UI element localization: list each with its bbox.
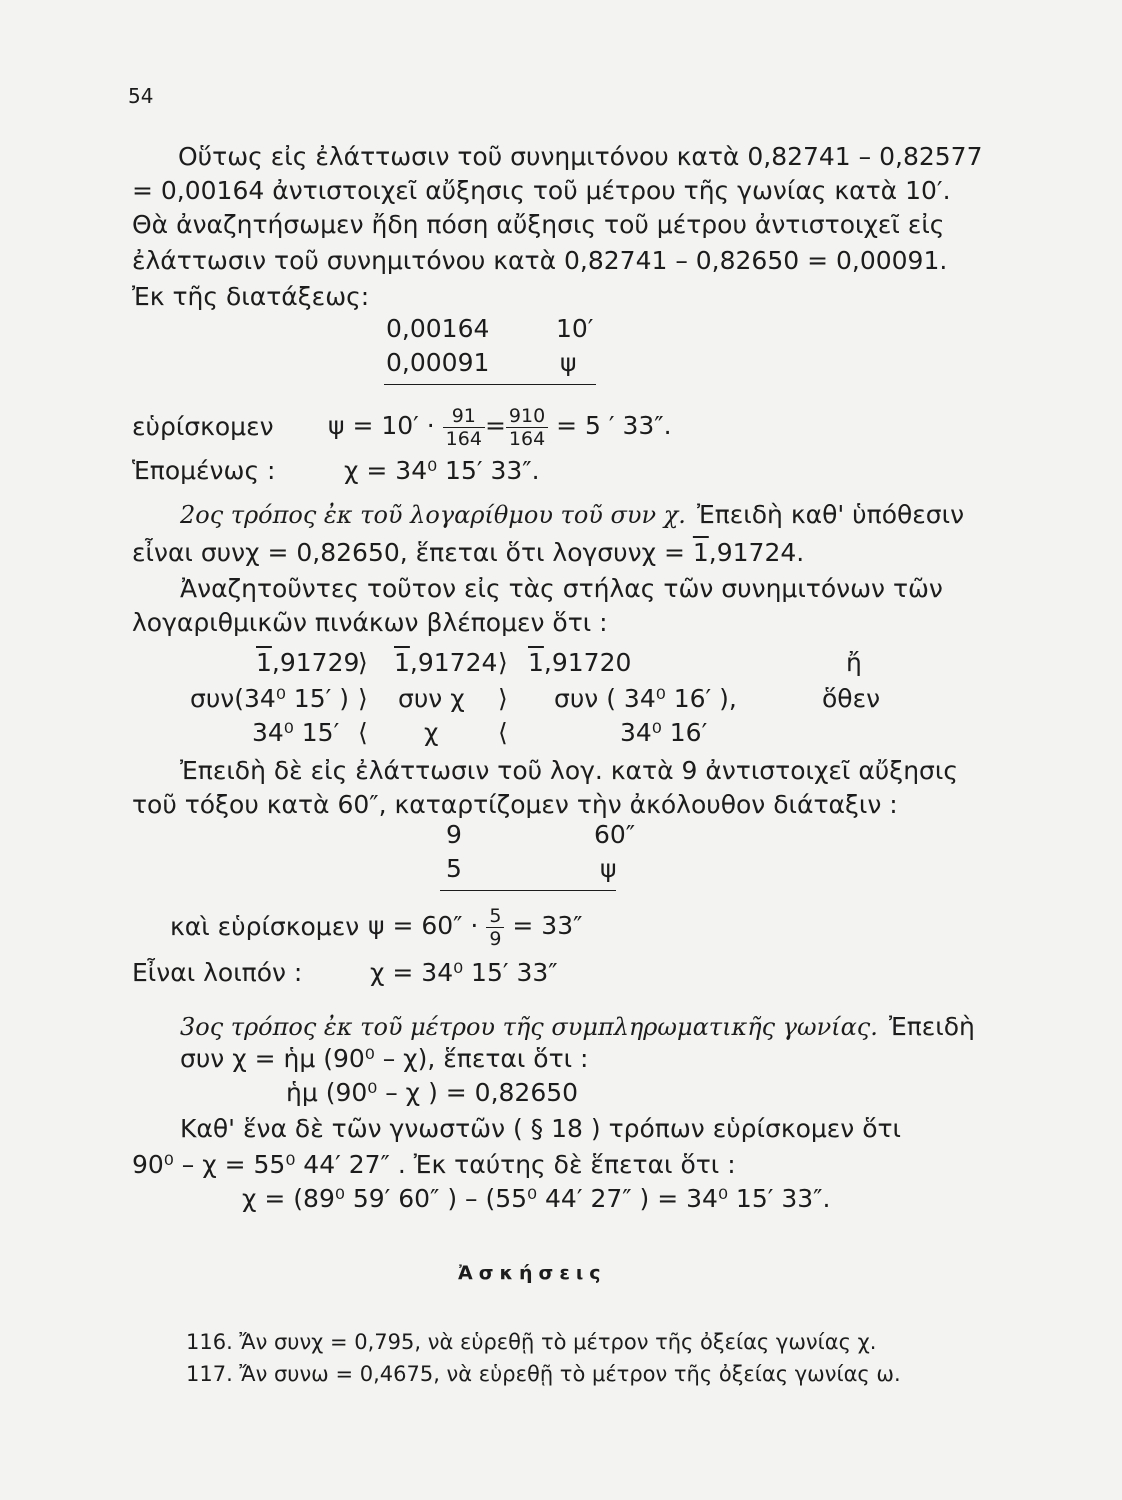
compare-r1-s1: ⟩ (358, 648, 368, 677)
para1-line3: Θὰ ἀναζητήσωμεν ἤδη πόση αὔξησις τοῦ μέτρου ἀντιστοιχεῖ εἰς (132, 210, 945, 239)
compare-r3-s1: ⟨ (358, 718, 368, 747)
para1-line1: Οὕτως εἰς ἐλάττωσιν τοῦ συνημιτόνου κατὰ 0,82741 – 0,82577 (178, 142, 983, 171)
method3-line4: Καθ' ἕνα δὲ τῶν γνωστῶν ( § 18 ) τρόπων εὑρίσκομεν ὅτι (180, 1114, 902, 1143)
log-bar-digit: 1 (692, 538, 709, 567)
compare-r3-c: 34⁰ 16′ (620, 718, 708, 747)
compare-r3-s2: ⟨ (498, 718, 508, 747)
result2-formula (368, 898, 582, 954)
method2-line1 (180, 500, 964, 529)
hence1-value: χ = 34⁰ 15′ 33″. (344, 456, 540, 485)
result1-fraction1: $\frac{91}{164}$ (443, 405, 485, 450)
exercise-117: 117. Ἄν συνω = 0,4675, νὰ εὑρεθῇ τὸ μέτρον τῆς ὀξείας γωνίας ω. (186, 1362, 901, 1386)
setup2-r2a: 5 (446, 854, 462, 883)
result1-rhs: = 5 ′ 33″. (556, 411, 672, 440)
exercise-116: 116. Ἄν συνχ = 0,795, νὰ εὑρεθῇ τὸ μέτρον τῆς ὀξείας γωνίας χ. (186, 1330, 877, 1354)
page-number: 54 (128, 84, 154, 108)
compare-r1-c: 1,91720 (528, 648, 632, 677)
setup1-rule (384, 384, 596, 385)
compare-r2-s1: ⟩ (358, 684, 368, 713)
compare-r1-s2: ⟩ (498, 648, 508, 677)
method2-line3: Ἀναζητοῦντες τοῦτον εἰς τὰς στήλας τῶν συνημιτόνων τῶν (180, 574, 943, 603)
result1-eq: = (484, 411, 506, 440)
compare-r3-b: χ (424, 718, 439, 747)
hence2-value: χ = 34⁰ 15′ 33″ (370, 958, 558, 987)
method3-line1 (180, 1012, 975, 1041)
compare-r1-a: 1,91729 (256, 648, 360, 677)
result1-lhs: ψ = 10′ · (328, 411, 435, 440)
exercises-heading: Ἀσκήσεις (458, 1262, 607, 1284)
para1-line4: ἐλάττωσιν τοῦ συνημιτόνου κατὰ 0,82741 – 0,82650 = 0,00091. (132, 246, 948, 275)
compare-r2-b: συν χ (398, 684, 465, 713)
hence1-label: Ἑπομένως : (132, 456, 276, 485)
compare-r2-word: ὅθεν (822, 684, 881, 713)
method2-line4: λογαριθμικῶν πινάκων βλέπομεν ὅτι : (132, 608, 608, 637)
setup1-r1b: 10′ (556, 314, 594, 343)
method3-line2: συν χ = ἡμ (90⁰ – χ), ἕπεται ὅτι : (180, 1044, 589, 1073)
compare-r3-a: 34⁰ 15′ (252, 718, 340, 747)
setup2-r1b: 60″ (594, 820, 636, 849)
method2-line2: εἶναι συνχ = 0,82650, ἕπεται ὅτι λογσυνχ = 1,91724. (132, 538, 805, 567)
setup1-r2a: 0,00091 (386, 348, 490, 377)
method3-line3: ἡμ (90⁰ – χ ) = 0,82650 (286, 1078, 579, 1107)
method2-after-title: Ἐπειδὴ καθ' ὑπόθεσιν (696, 500, 965, 529)
compare-r2-a: συν(34⁰ 15′ ) (190, 684, 349, 713)
result2-label: καὶ εὑρίσκομεν (170, 912, 360, 941)
result2-rhs: = 33″ (512, 911, 583, 940)
para1-line2: = 0,00164 ἀντιστοιχεῖ αὔξησις τοῦ μέτρου τῆς γωνίας κατὰ 10′. (132, 176, 951, 205)
method3-line5: 90⁰ – χ = 55⁰ 44′ 27″ . Ἐκ ταύτης δὲ ἕπεται ὅτι : (132, 1150, 736, 1179)
para1-line5: Ἐκ τῆς διατάξεως: (132, 282, 370, 311)
result2-lhs: ψ = 60″ · (368, 911, 479, 940)
result1-formula (328, 398, 672, 454)
setup2-rule (440, 890, 616, 891)
hence2-label: Εἶναι λοιπόν : (132, 958, 303, 987)
setup2-r2b: ψ (600, 854, 617, 883)
para2-line2: τοῦ τόξου κατὰ 60″, καταρτίζομεν τὴν ἀκόλουθον διάταξιν : (132, 790, 898, 819)
compare-r1-word: ἤ (846, 648, 862, 677)
method3-line6: χ = (89⁰ 59′ 60″ ) – (55⁰ 44′ 27″ ) = 34⁰ 15′ 33″. (242, 1184, 831, 1213)
method2-title: 2ος τρόπος ἐκ τοῦ λογαρίθμου τοῦ συν χ. (180, 501, 686, 529)
compare-r1-b: 1,91724 (394, 648, 498, 677)
setup1-r1a: 0,00164 (386, 314, 490, 343)
compare-r2-s2: ⟩ (498, 684, 508, 713)
para2-line1: Ἐπειδὴ δὲ εἰς ἐλάττωσιν τοῦ λογ. κατὰ 9 ἀντιστοιχεῖ αὔξησις (180, 756, 959, 785)
setup1-r2b: ψ (560, 348, 577, 377)
result1-fraction2: $\frac{910}{164}$ (506, 405, 548, 450)
method3-after-title: Ἐπειδὴ (888, 1012, 975, 1041)
setup2-r1a: 9 (446, 820, 462, 849)
result2-fraction: $\frac{5}{9}$ (486, 905, 504, 950)
method3-title: 3ος τρόπος ἐκ τοῦ μέτρου τῆς συμπληρωματικῆς γωνίας. (180, 1013, 878, 1041)
compare-r2-c: συν ( 34⁰ 16′ ), (554, 684, 737, 713)
result1-label: εὑρίσκομεν (132, 412, 274, 441)
